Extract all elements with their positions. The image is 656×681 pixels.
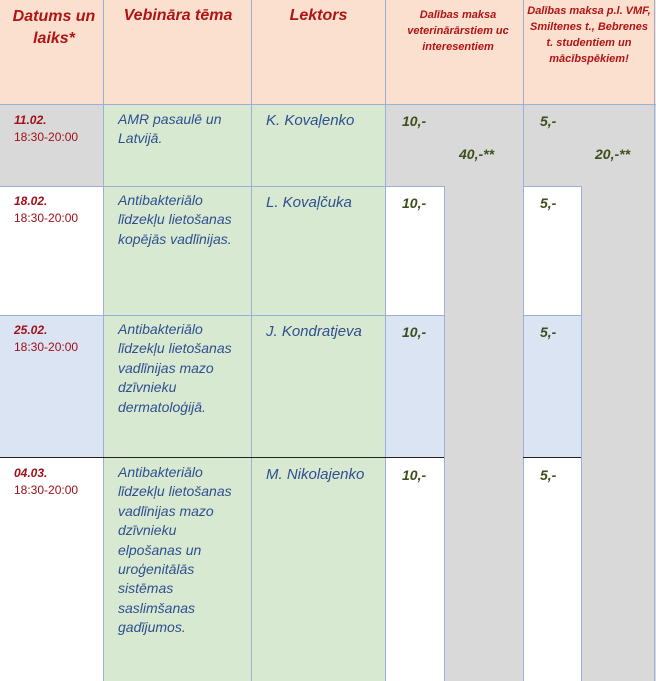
grid-line: [523, 457, 581, 458]
row-3-time: 18:30-20:00: [14, 340, 79, 354]
row-3-fee-vets: 10,-: [402, 324, 427, 340]
grid-line: [0, 457, 444, 458]
row-4-date: 04.03.: [14, 466, 48, 480]
row-3-date: 25.02.: [14, 323, 48, 337]
grid-line: [0, 104, 656, 105]
row-4-lecturer-bg: [252, 458, 385, 681]
row-4-lecturer: M. Nikolajenko: [266, 466, 365, 483]
grid-line: [385, 0, 386, 681]
row-2-topic: Antibakteriālo līdzekļu lietošanas kopējās vadlīnijas.: [118, 192, 232, 247]
row-3-date-bg: [0, 316, 104, 458]
grid-line: [251, 0, 252, 681]
row-1-date: 11.02.: [14, 113, 47, 127]
row-1-lecturer: K. Kovaļenko: [266, 112, 355, 129]
total-fee-students: 20,-**: [595, 146, 631, 162]
grid-line: [523, 0, 524, 681]
row-2-time: 18:30-20:00: [14, 211, 79, 225]
row-4-topic: Antibakteriālo līdzekļu lietošanas vadlīnijas mazo dzīvnieku elpošanas un uroģenitālās sistēmas saslimšanas gadījumos.: [118, 464, 232, 636]
header-date: Datums un laiks*: [12, 8, 96, 47]
grid-line: [444, 186, 445, 681]
row-1-fee-students: 5,-: [540, 113, 557, 129]
row-1-time: 18:30-20:00: [14, 130, 79, 144]
grid-line: [523, 315, 581, 316]
header-lecturer: Lektors: [289, 7, 348, 24]
grid-line: [0, 315, 444, 316]
header-fee-students: Dalības maksa p.l. VMF, Smiltenes t., Bebrenes t. studentiem un mācībspēkiem!: [527, 5, 651, 65]
grid-line: [581, 186, 582, 681]
header-fee-vets: Dalības maksa veterinārārstiem uc interesentiem: [407, 9, 509, 53]
row-4-fee-students: 5,-: [540, 467, 557, 483]
row-3-lecturer: J. Kondratjeva: [266, 323, 362, 340]
grid-line: [103, 0, 104, 681]
row-3-fee-students: 5,-: [540, 324, 557, 340]
total-students-bg: [581, 105, 656, 681]
grid-line: [523, 186, 581, 187]
total-fee-vets: 40,-**: [459, 146, 495, 162]
grid-line: [0, 186, 444, 187]
total-vets-bg: [444, 105, 523, 681]
grid-line: [654, 0, 655, 681]
row-1-fee-vets: 10,-: [402, 113, 427, 129]
row-4-fee-vets: 10,-: [402, 467, 427, 483]
row-2-date: 18.02.: [14, 194, 48, 208]
row-2-fee-students: 5,-: [540, 195, 557, 211]
row-3-topic: Antibakteriālo līdzekļu lietošanas vadlīnijas mazo dzīvnieku dermatoloģijā.: [118, 321, 232, 415]
row-2-lecturer: L. Kovaļčuka: [266, 194, 352, 211]
row-1-topic: AMR pasaulē un Latvijā.: [118, 111, 222, 147]
row-2-fee-vets: 10,-: [402, 195, 427, 211]
row-4-time: 18:30-20:00: [14, 483, 79, 497]
header-topic: Vebināra tēma: [123, 7, 233, 24]
